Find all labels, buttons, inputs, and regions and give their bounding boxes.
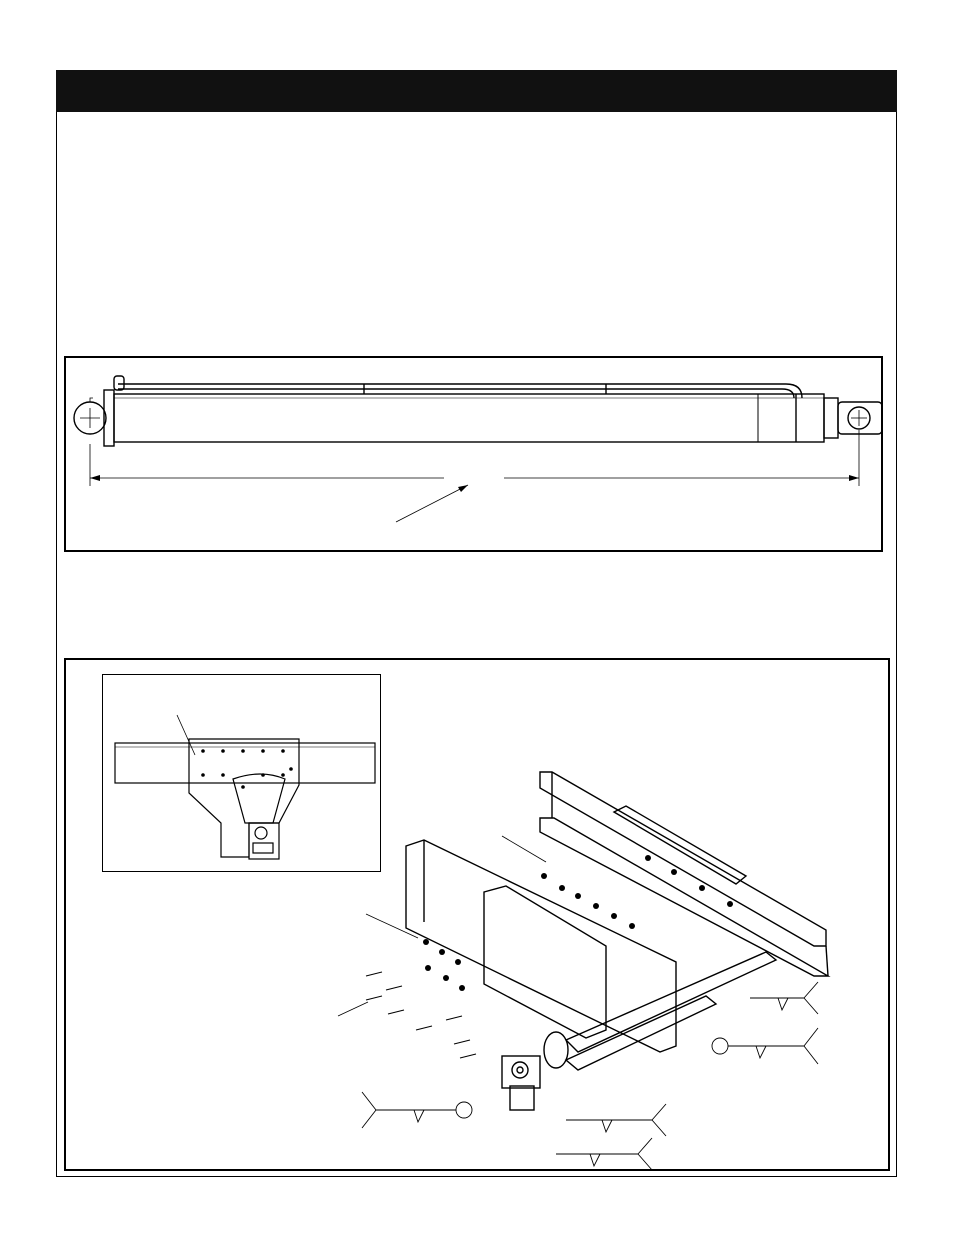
cylinder-figure-panel (64, 356, 883, 552)
cross-tube (566, 952, 776, 1052)
inset-mount-plate (189, 739, 299, 857)
rear-frame-rail (540, 772, 826, 946)
inset-frame-rail (115, 743, 375, 783)
leader-line (396, 485, 468, 522)
bolt-group (366, 972, 476, 1058)
hydraulic-tube (118, 384, 802, 398)
inset-drawing (103, 675, 382, 873)
front-view-inset (102, 674, 381, 872)
weld-symbols (362, 982, 818, 1170)
pivot-pin (544, 1032, 568, 1068)
inset-leader-line (177, 715, 195, 755)
header-bar (56, 70, 897, 112)
cylinder-barrel (114, 394, 824, 442)
cylinder-drawing (66, 358, 885, 554)
nut-pattern (423, 855, 733, 991)
receiver-block (502, 1056, 540, 1088)
mount-plate (484, 886, 606, 1038)
